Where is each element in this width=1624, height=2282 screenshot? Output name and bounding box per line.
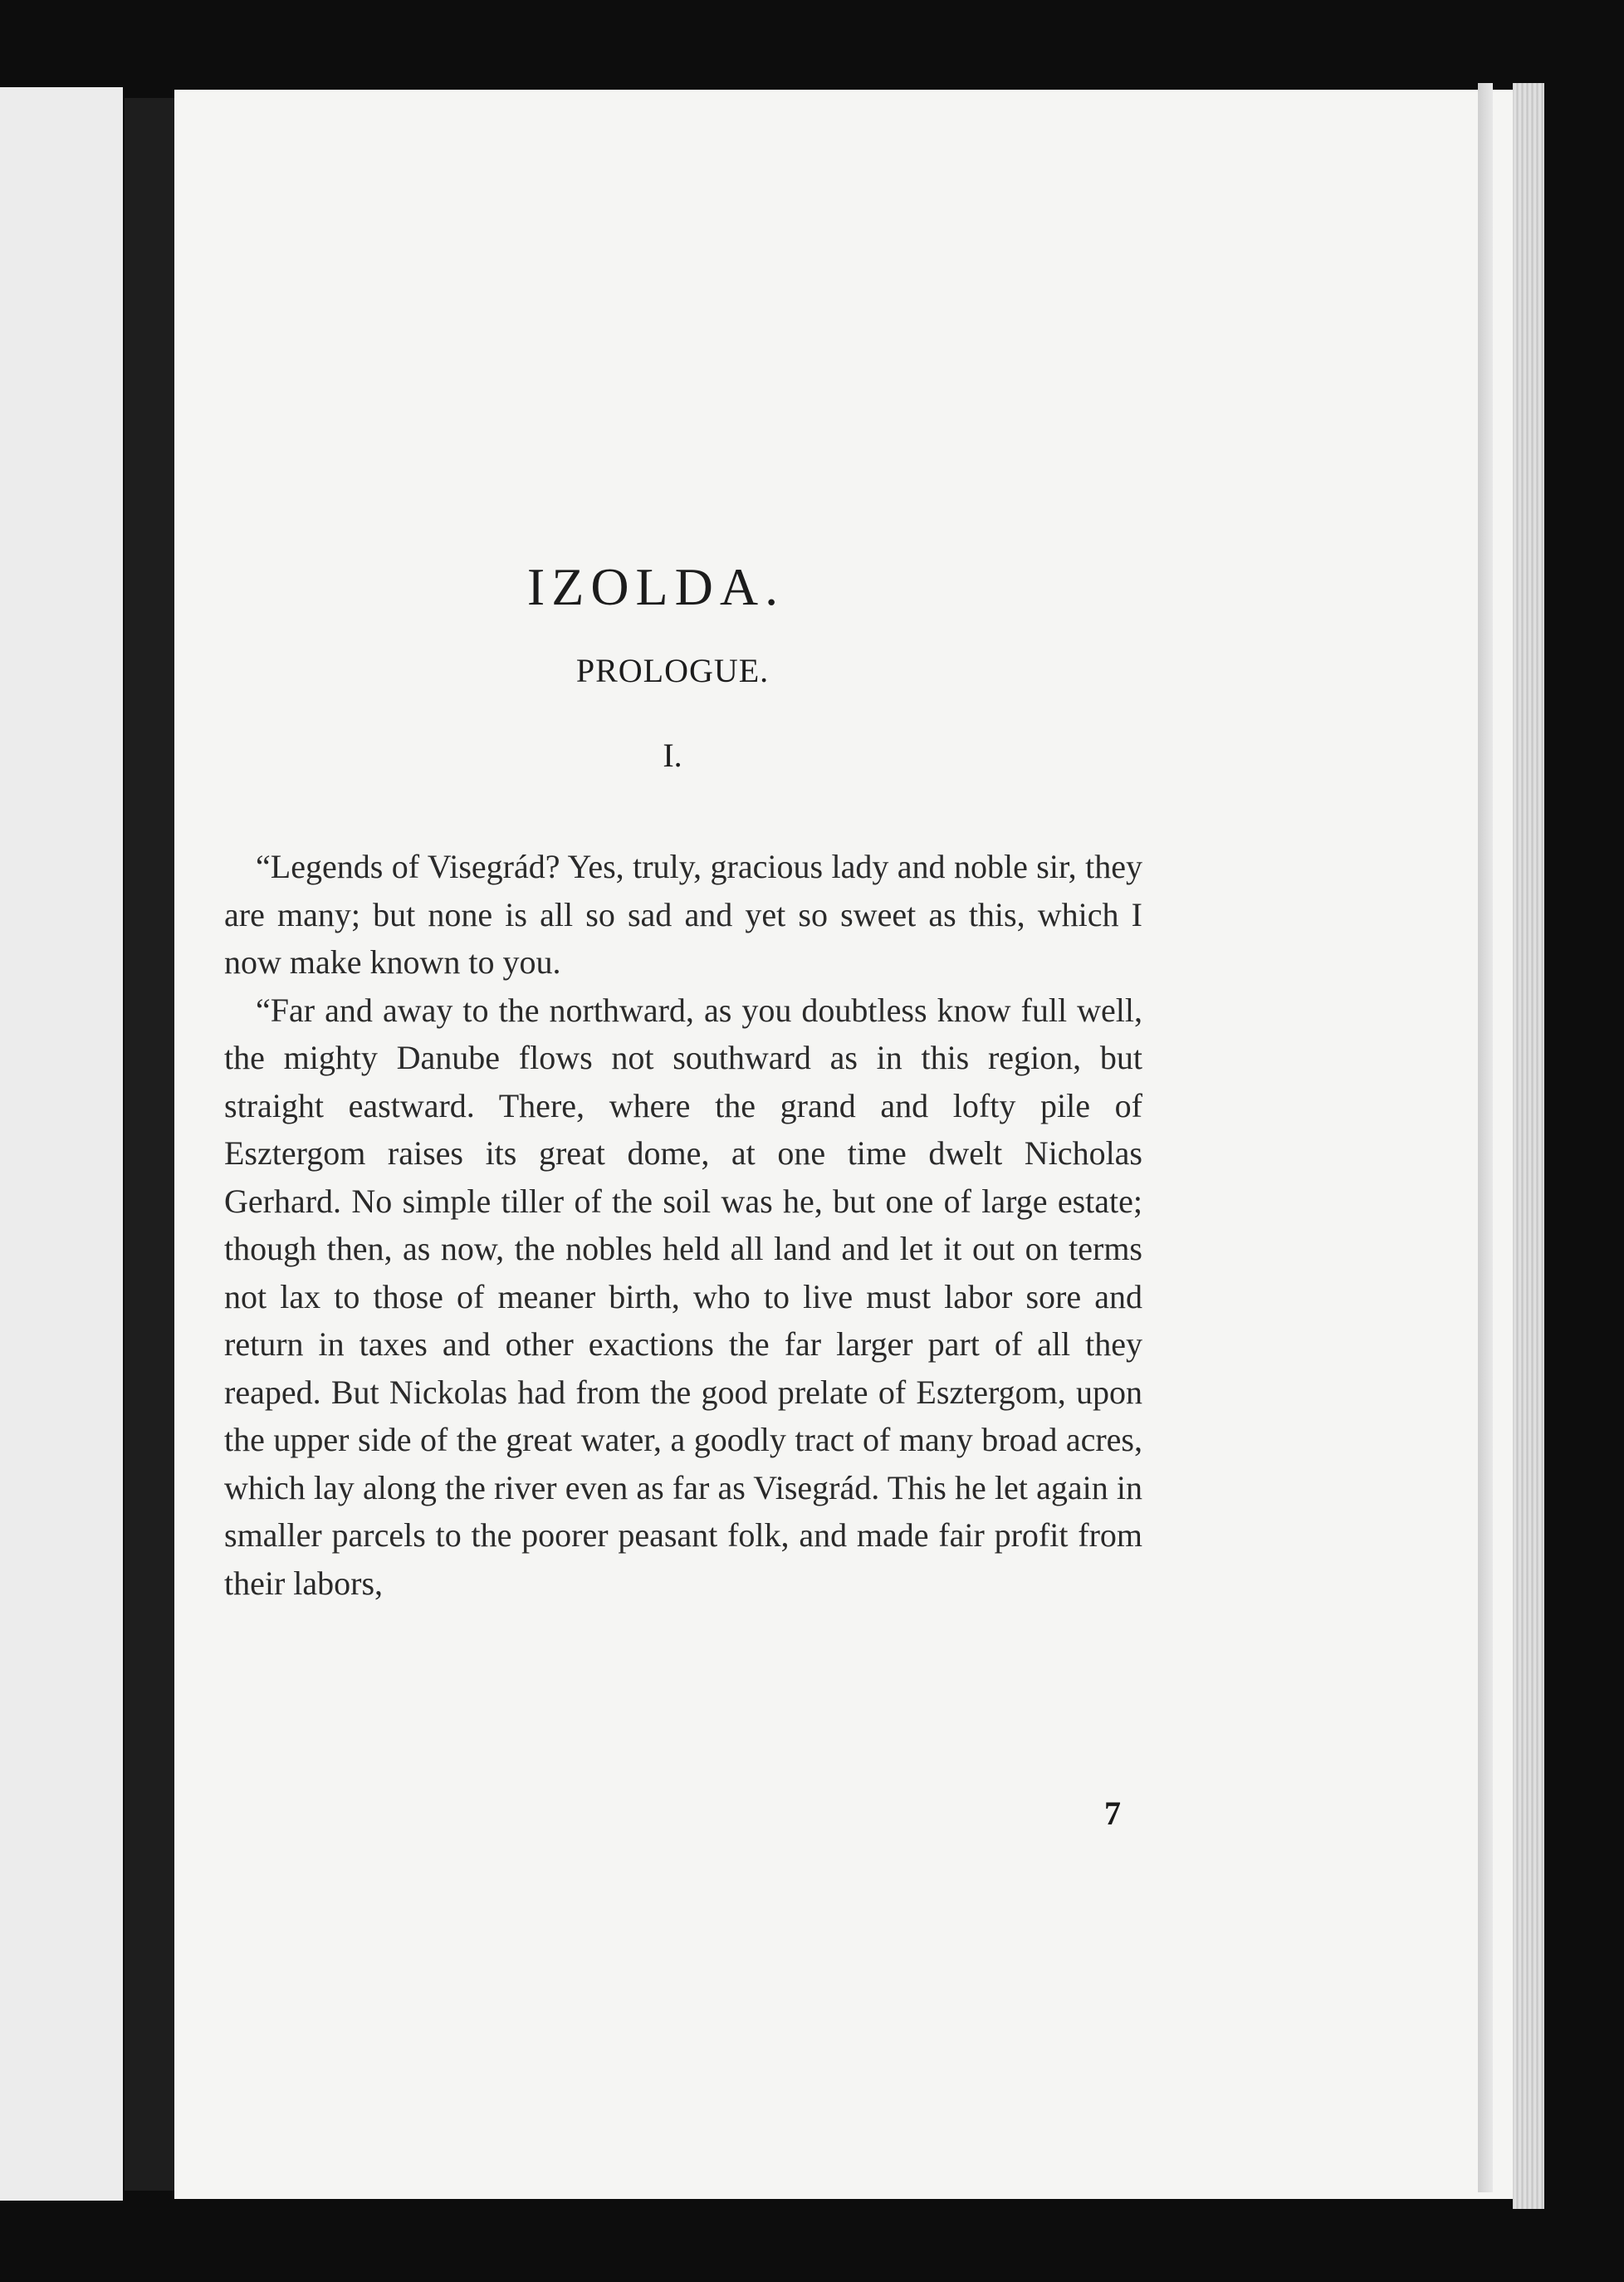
page-content — [224, 531, 1142, 1607]
page-number: 7 — [1104, 1795, 1121, 1832]
paragraph: “Far and away to the northward, as you doubtless know full well, the mighty Danube flows not southward as in this region, but straight eastward. There, where the grand and lofty pile of Esztergom raises its great dome, at one time dwelt Nicholas Gerhard. No simple tiller of the soil was he, but one of large estate; though then, as now, the nobles held all land and let it out on terms not lax to those of meaner birth, who to live must labor sore and return in taxes and other exactions the far larger part of all they reaped. But Nickolas had from the good prelate of Esztergom, upon the upper side of the great water, a goodly tract of many broad acres, which lay along the river even as far as Visegrád. This he let again in smaller parcels to the poorer peasant folk, and made fair profit from their labors, — [224, 991, 1142, 1602]
page-edge — [1478, 83, 1493, 2192]
paragraph: “Legends of Visegrád? Yes, truly, gracious lady and noble sir, they are many; but none is all so sad and yet so sweet as this, which I now make known to you. — [224, 848, 1142, 981]
facing-page — [0, 87, 123, 2201]
stacked-page-edges — [1513, 83, 1544, 2209]
body-text — [224, 843, 1142, 1607]
book-spine — [125, 98, 174, 2191]
book-title: IZOLDA. — [526, 557, 785, 616]
chapter-number: I. — [663, 737, 682, 774]
section-heading: PROLOGUE. — [575, 652, 770, 689]
